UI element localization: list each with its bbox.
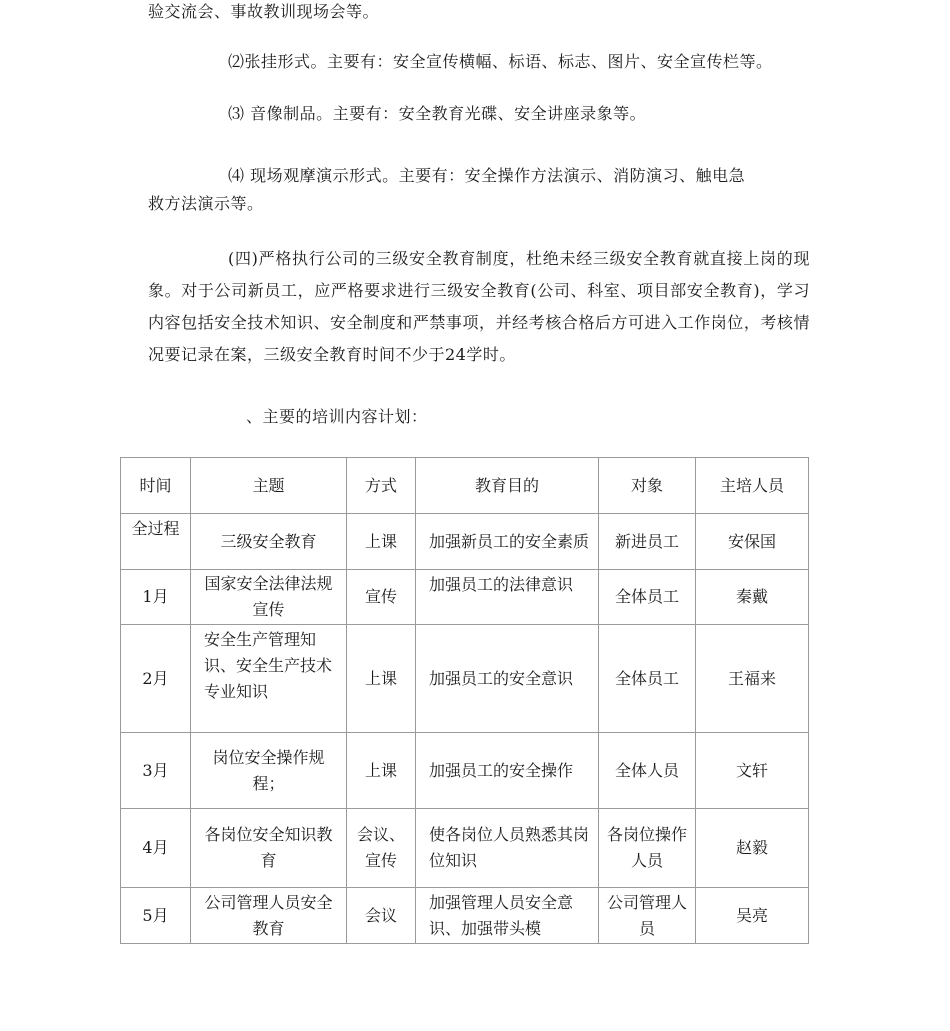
header-method: 方式 <box>347 458 416 514</box>
cell-purpose: 加强员工的安全意识 <box>416 625 599 733</box>
table-row <box>121 514 809 570</box>
cell-audience: 公司管理人员 <box>599 888 696 944</box>
cell-purpose: 加强管理人员安全意识、加强带头模 <box>416 888 599 944</box>
cell-time: 3月 <box>121 733 191 809</box>
table-row <box>121 570 809 625</box>
paragraph-audio-video: ⑶ 音像制品。主要有：安全教育光碟、安全讲座录象等。 <box>228 104 647 123</box>
header-trainer: 主培人员 <box>696 458 809 514</box>
cell-method: 上课 <box>347 625 416 733</box>
table-row <box>121 888 809 944</box>
header-audience: 对象 <box>599 458 696 514</box>
cell-topic: 安全生产管理知识、安全生产技术专业知识 <box>191 625 347 733</box>
header-time: 时间 <box>121 458 191 514</box>
cell-trainer: 文轩 <box>696 733 809 809</box>
cell-purpose: 加强员工的安全操作 <box>416 733 599 809</box>
table-row <box>121 809 809 888</box>
paragraph-three-level-education: (四)严格执行公司的三级安全教育制度，杜绝未经三级安全教育就直接上岗的现象。对于公司新员工，应严格要求进行三级安全教育(公司、科室、项目部安全教育)，学习内容包括安全技术知识、安全制度和严禁事项，并经考核合格后方可进入工作岗位，考核情况要记录在案，三级安全教育时间不少于24学时。 <box>148 249 810 364</box>
table-row <box>121 733 809 809</box>
table-row <box>121 625 809 733</box>
cell-topic: 三级安全教育 <box>191 514 347 570</box>
cell-time: 全过程 <box>121 514 191 570</box>
cell-topic: 各岗位安全知识教育 <box>191 809 347 888</box>
paragraph-onsite-demo-line2: 救方法演示等。 <box>148 194 264 213</box>
cell-purpose: 加强新员工的安全素质 <box>416 514 599 570</box>
cell-audience: 全体员工 <box>599 625 696 733</box>
table-header-row <box>121 458 809 514</box>
section-heading-training-plan: 、主要的培训内容计划： <box>246 407 428 426</box>
cell-method: 会议 <box>347 888 416 944</box>
cell-audience: 全体员工 <box>599 570 696 625</box>
cell-audience: 新进员工 <box>599 514 696 570</box>
cell-trainer: 吴亮 <box>696 888 809 944</box>
cell-purpose: 使各岗位人员熟悉其岗位知识 <box>416 809 599 888</box>
cell-topic: 岗位安全操作规程； <box>191 733 347 809</box>
cell-trainer: 安保国 <box>696 514 809 570</box>
paragraph-continuation: 验交流会、事故教训现场会等。 <box>148 2 380 21</box>
cell-method: 宣传 <box>347 570 416 625</box>
header-purpose: 教育目的 <box>416 458 599 514</box>
cell-topic: 公司管理人员安全教育 <box>191 888 347 944</box>
cell-time: 1月 <box>121 570 191 625</box>
cell-method: 会议、宣传 <box>347 809 416 888</box>
cell-method: 上课 <box>347 514 416 570</box>
paragraph-display-form: ⑵张挂形式。主要有：安全宣传横幅、标语、标志、图片、安全宣传栏等。 <box>228 52 773 71</box>
cell-trainer: 赵毅 <box>696 809 809 888</box>
cell-time: 2月 <box>121 625 191 733</box>
cell-trainer: 王福来 <box>696 625 809 733</box>
cell-time: 5月 <box>121 888 191 944</box>
cell-trainer: 秦戴 <box>696 570 809 625</box>
training-plan-table <box>120 457 809 944</box>
header-topic: 主题 <box>191 458 347 514</box>
paragraph-onsite-demo-line1: ⑷ 现场观摩演示形式。主要有：安全操作方法演示、消防演习、触电急 <box>228 166 746 185</box>
cell-method: 上课 <box>347 733 416 809</box>
cell-audience: 各岗位操作人员 <box>599 809 696 888</box>
cell-topic: 国家安全法律法规宣传 <box>191 570 347 625</box>
cell-purpose: 加强员工的法律意识 <box>416 570 599 625</box>
cell-audience: 全体人员 <box>599 733 696 809</box>
cell-time: 4月 <box>121 809 191 888</box>
